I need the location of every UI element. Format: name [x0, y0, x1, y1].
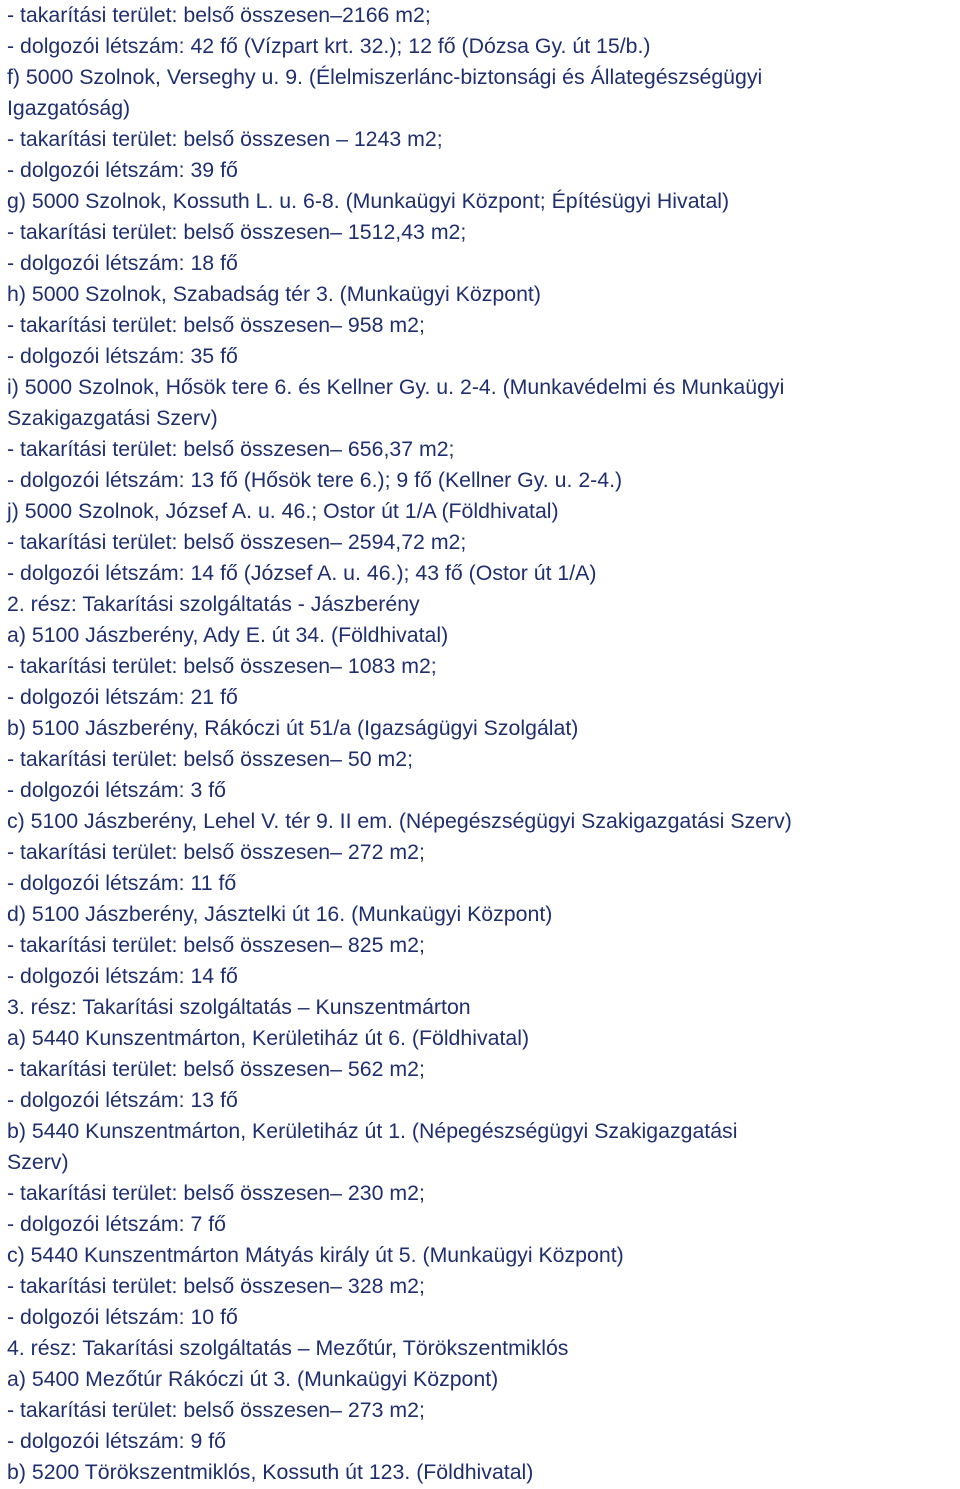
line-location-i: i) 5000 Szolnok, Hősök tere 6. és Kellner Gy. u. 2-4. (Munkavédelmi és Munkaügyi: [7, 375, 785, 399]
line-takaritasi-terulet: - takarítási terület: belső összesen– 958 m2;: [7, 313, 425, 337]
line-dolgozoi-letszam: - dolgozói létszám: 14 fő: [7, 964, 238, 988]
section-heading-3: 3. rész: Takarítási szolgáltatás – Kunszentmárton: [7, 995, 471, 1019]
line-location-2a: a) 5100 Jászberény, Ady E. út 34. (Földhivatal): [7, 623, 449, 647]
line-dolgozoi-letszam: - dolgozói létszám: 10 fő: [7, 1305, 238, 1329]
line-location-2d: d) 5100 Jászberény, Jásztelki út 16. (Munkaügyi Központ): [7, 902, 553, 926]
line-location-f-cont: Igazgatóság): [7, 96, 131, 120]
line-dolgozoi-letszam: - dolgozói létszám: 42 fő (Vízpart krt. 32.); 12 fő (Dózsa Gy. út 15/b.): [7, 34, 651, 58]
section-heading-4: 4. rész: Takarítási szolgáltatás – Mezőtúr, Törökszentmiklós: [7, 1336, 569, 1360]
line-dolgozoi-letszam: - dolgozói létszám: 9 fő: [7, 1429, 226, 1453]
line-location-j: j) 5000 Szolnok, József A. u. 46.; Ostor út 1/A (Földhivatal): [7, 499, 559, 523]
line-takaritasi-terulet: - takarítási terület: belső összesen – 1243 m2;: [7, 127, 443, 151]
line-dolgozoi-letszam: - dolgozói létszám: 13 fő (Hősök tere 6.); 9 fő (Kellner Gy. u. 2-4.): [7, 468, 623, 492]
line-location-2c: c) 5100 Jászberény, Lehel V. tér 9. II em. (Népegészségügyi Szakigazgatási Szerv): [7, 809, 792, 833]
line-takaritasi-terulet: - takarítási terület: belső összesen– 1083 m2;: [7, 654, 437, 678]
line-dolgozoi-letszam: - dolgozói létszám: 7 fő: [7, 1212, 226, 1236]
line-dolgozoi-letszam: - dolgozói létszám: 39 fő: [7, 158, 238, 182]
line-takaritasi-terulet: - takarítási terület: belső összesen– 656,37 m2;: [7, 437, 455, 461]
line-takaritasi-terulet: - takarítási terület: belső összesen– 1512,43 m2;: [7, 220, 467, 244]
line-location-3a: a) 5440 Kunszentmárton, Kerületiház út 6. (Földhivatal): [7, 1026, 530, 1050]
line-takaritasi-terulet: - takarítási terület: belső összesen– 50 m2;: [7, 747, 414, 771]
line-takaritasi-terulet: - takarítási terület: belső összesen– 328 m2;: [7, 1274, 425, 1298]
section-heading-2: 2. rész: Takarítási szolgáltatás - Jászberény: [7, 592, 420, 616]
line-location-g: g) 5000 Szolnok, Kossuth L. u. 6-8. (Munkaügyi Központ; Építésügyi Hivatal): [7, 189, 730, 213]
line-location-h: h) 5000 Szolnok, Szabadság tér 3. (Munkaügyi Központ): [7, 282, 541, 306]
line-dolgozoi-letszam: - dolgozói létszám: 3 fő: [7, 778, 226, 802]
line-dolgozoi-letszam: - dolgozói létszám: 35 fő: [7, 344, 238, 368]
line-takaritasi-terulet: - takarítási terület: belső összesen– 825 m2;: [7, 933, 425, 957]
line-location-2b: b) 5100 Jászberény, Rákóczi út 51/a (Igazságügyi Szolgálat): [7, 716, 579, 740]
line-location-3c: c) 5440 Kunszentmárton Mátyás király út 5. (Munkaügyi Központ): [7, 1243, 624, 1267]
line-takaritasi-terulet: - takarítási terület: belső összesen– 273 m2;: [7, 1398, 425, 1422]
line-dolgozoi-letszam: - dolgozói létszám: 11 fő: [7, 871, 237, 895]
line-location-f: f) 5000 Szolnok, Verseghy u. 9. (Élelmiszerlánc-biztonsági és Állategészségügyi: [7, 65, 763, 89]
line-location-3b: b) 5440 Kunszentmárton, Kerületiház út 1. (Népegészségügyi Szakigazgatási: [7, 1119, 738, 1143]
line-takaritasi-terulet: - takarítási terület: belső összesen– 2594,72 m2;: [7, 530, 467, 554]
line-dolgozoi-letszam: - dolgozói létszám: 14 fő (József A. u. 46.); 43 fő (Ostor út 1/A): [7, 561, 597, 585]
line-dolgozoi-letszam: - dolgozói létszám: 21 fő: [7, 685, 238, 709]
line-dolgozoi-letszam: - dolgozói létszám: 18 fő: [7, 251, 238, 275]
line-location-i-cont: Szakigazgatási Szerv): [7, 406, 218, 430]
line-location-3b-cont: Szerv): [7, 1150, 69, 1174]
line-location-4a: a) 5400 Mezőtúr Rákóczi út 3. (Munkaügyi Központ): [7, 1367, 499, 1391]
line-location-4b: b) 5200 Törökszentmiklós, Kossuth út 123. (Földhivatal): [7, 1460, 534, 1484]
line-takaritasi-terulet: - takarítási terület: belső összesen– 562 m2;: [7, 1057, 425, 1081]
line-takaritasi-terulet: - takarítási terület: belső összesen–2166 m2;: [7, 3, 431, 27]
line-dolgozoi-letszam: - dolgozói létszám: 13 fő: [7, 1088, 238, 1112]
line-takaritasi-terulet: - takarítási terület: belső összesen– 230 m2;: [7, 1181, 425, 1205]
document-page: [7, 0, 957, 1488]
line-takaritasi-terulet: - takarítási terület: belső összesen– 272 m2;: [7, 840, 425, 864]
